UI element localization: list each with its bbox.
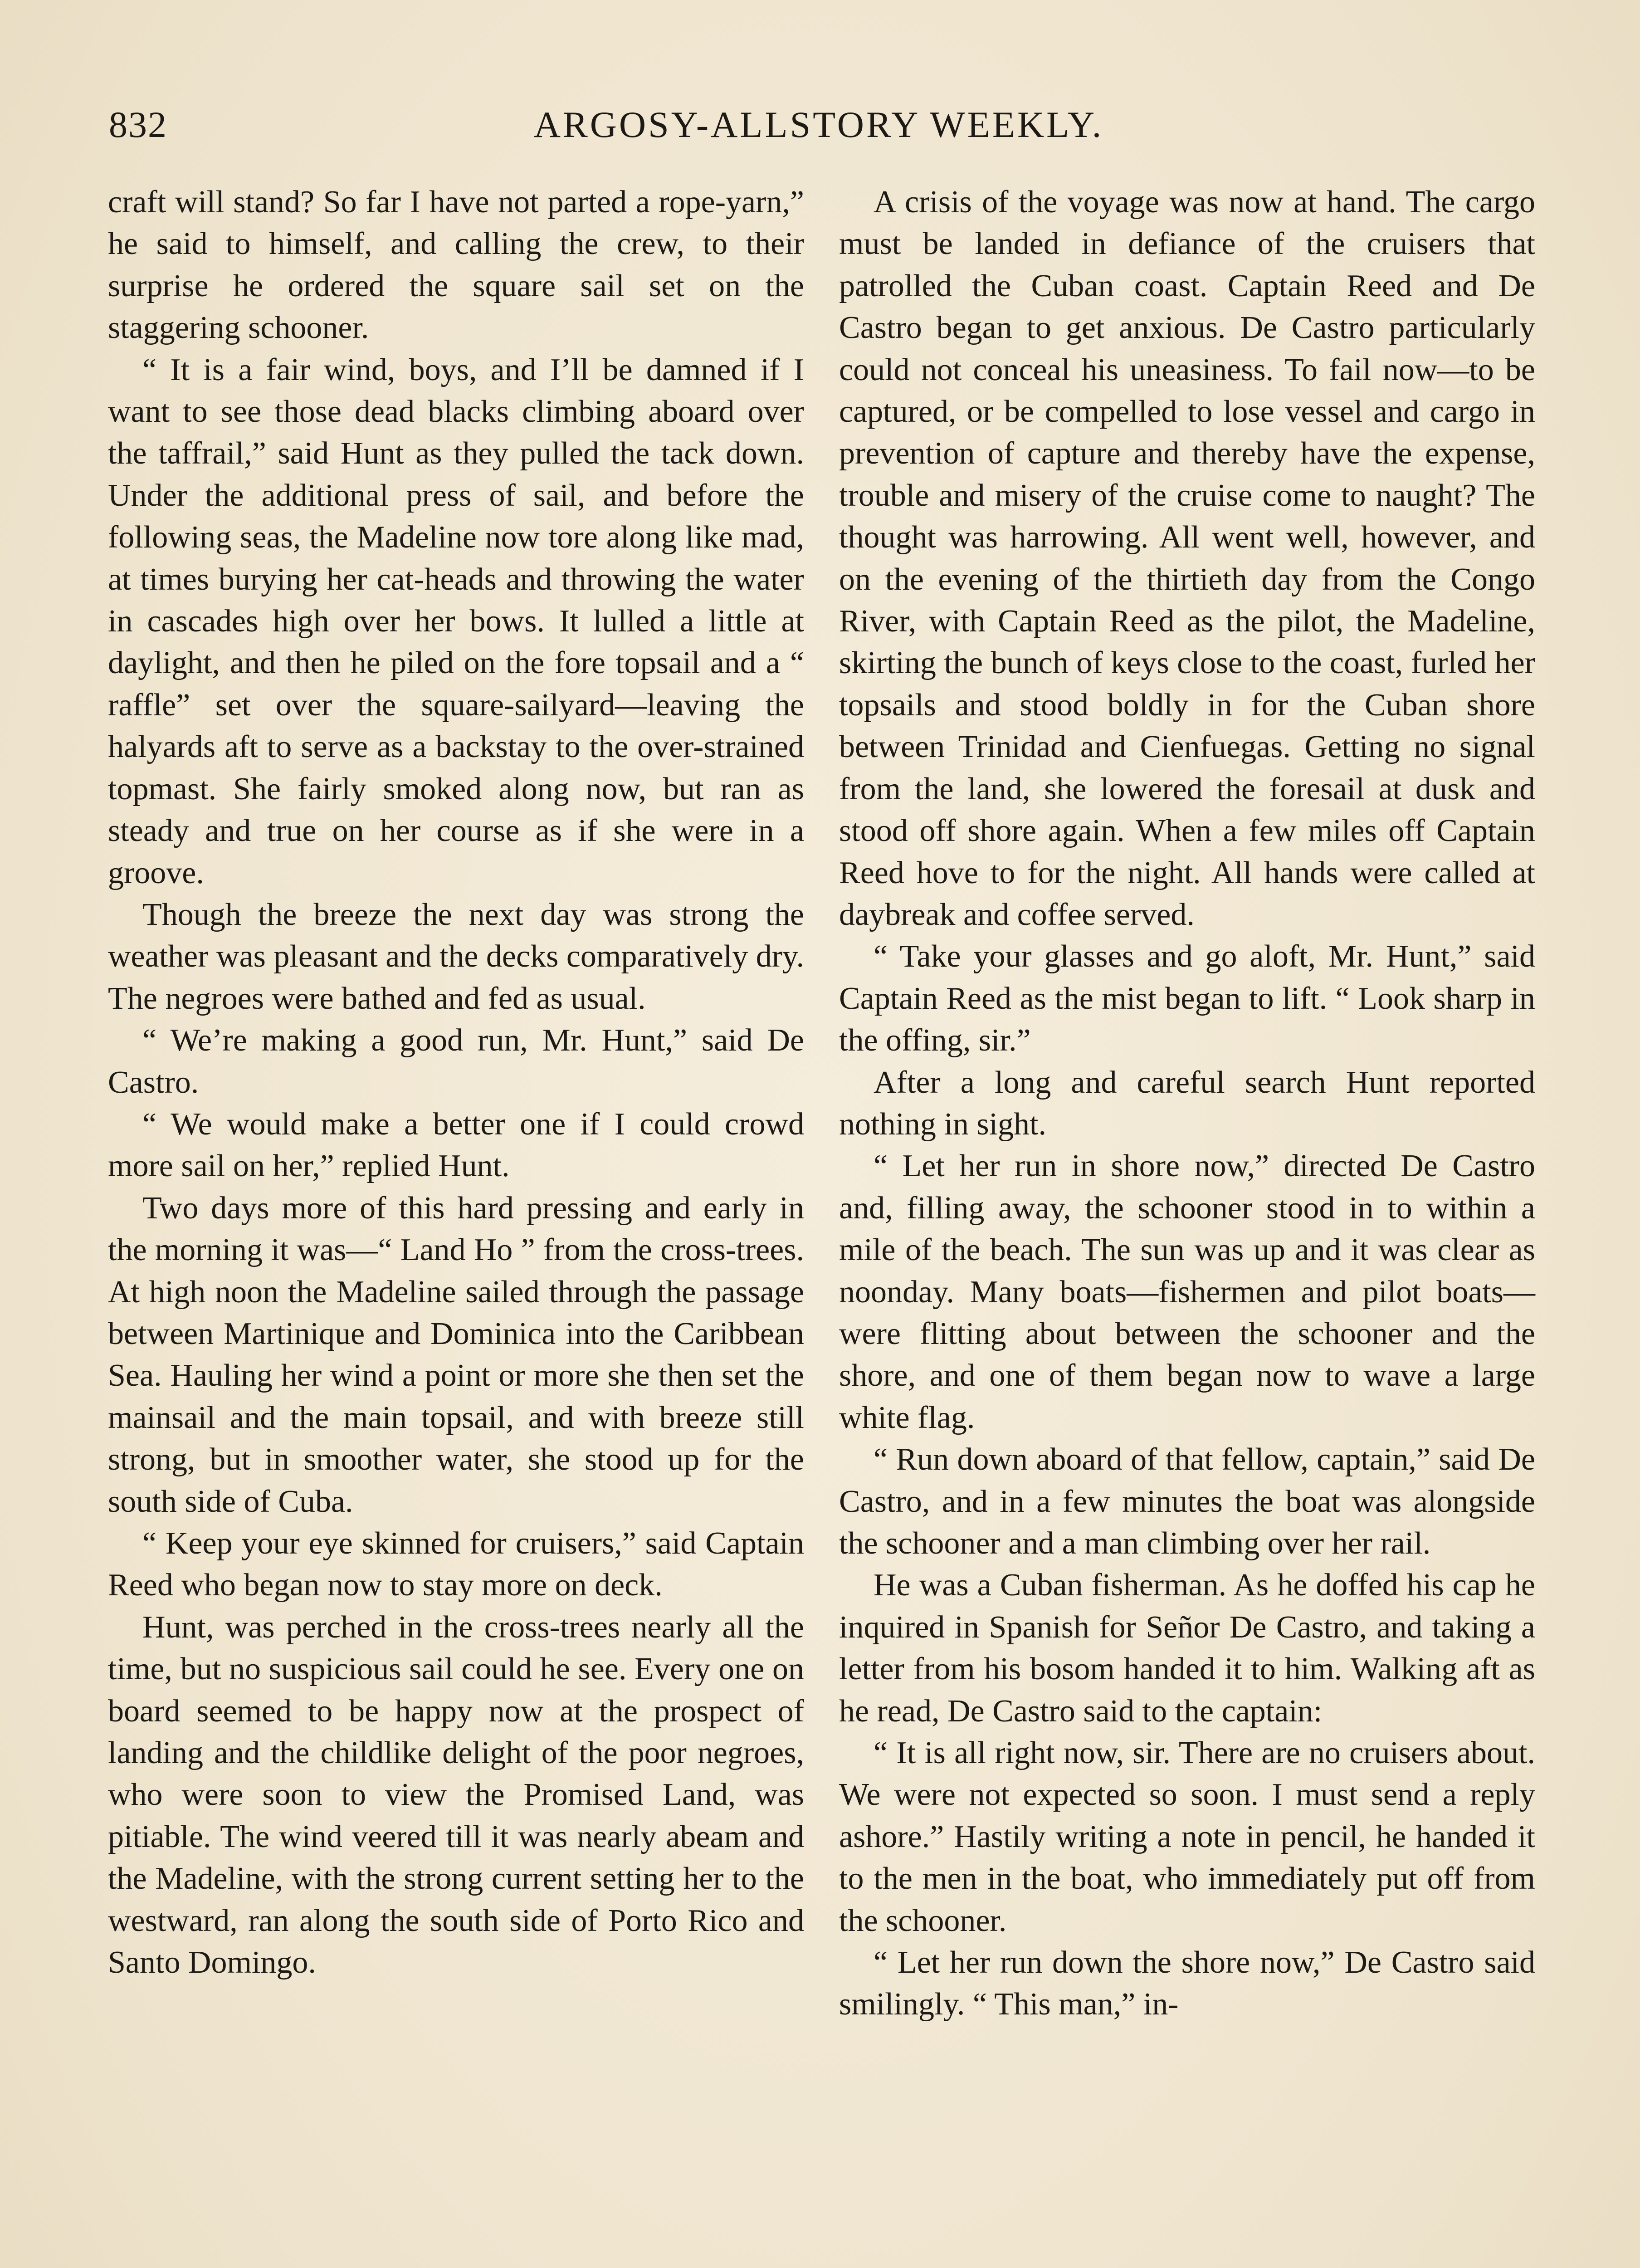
paragraph: “ It is a fair wind, boys, and I’ll be damned if I want to see those dead blacks climbing aboard over the taffrail,” said Hunt as they pulled the tack down. Under the additional press of sail, and before the following seas, the Madeline now tore along like mad, at times burying her cat-heads and throwing the water in cascades high over her bows. It lulled a little at daylight, and then he piled on the fore topsail and a “ raffle” set over the square-sailyard—leaving the halyards aft to serve as a backstay to the over-strained topmast. She fairly smoked along now, but ran as steady and true on her course as if she were in a groove. (108, 352, 804, 890)
paragraph: “ It is all right now, sir. There are no cruisers about. We were not expected so soon. I must send a reply ashore.” Hastily writing a note in pencil, he handed it to the men in the boat, who immediately put off from the schooner. (839, 1735, 1535, 1938)
running-head: ARGOSY-ALLSTORY WEEKLY. (533, 104, 1104, 145)
paragraph: “ Let her run in shore now,” directed De Castro and, filling away, the schooner stood in to within a mile of the beach. The sun was up and it was clear as noonday. Many boats—fishermen and pilot boats—were flitting about between the schooner and the shore, and one of them began now to wave a large white flag. (839, 1149, 1535, 1435)
paragraph: “ We would make a better one if I could crowd more sail on her,” replied Hunt. (108, 1106, 804, 1184)
page-header (109, 103, 1528, 153)
page-number: 832 (109, 104, 167, 145)
left-column (108, 181, 804, 1984)
right-column (839, 181, 1535, 2026)
paragraph: He was a Cuban fisherman. As he doffed his cap he inquired in Spanish for Señor De Castro, and taking a letter from his bosom handed it to him. Walking aft as he read, De Castro said to the captain: (839, 1568, 1535, 1729)
paragraph: “ Keep your eye skinned for cruisers,” said Captain Reed who began now to stay more on deck. (108, 1526, 804, 1603)
paragraph: After a long and careful search Hunt reported nothing in sight. (839, 1065, 1535, 1142)
paragraph: Though the breeze the next day was strong the weather was pleasant and the decks comparatively dry. The negroes were bathed and fed as usual. (108, 897, 804, 1016)
paragraph: craft will stand? So far I have not parted a rope-yarn,” he said to himself, and calling the crew, to their surprise he ordered the square sail set on the staggering schooner. (108, 185, 804, 346)
paragraph: A crisis of the voyage was now at hand. The cargo must be landed in defiance of the cruisers that patrolled the Cuban coast. Captain Reed and De Castro began to get anxious. De Castro particularly could not conceal his uneasiness. To fail now—to be captured, or be compelled to lose vessel and cargo in prevention of capture and thereby have the expense, trouble and misery of the cruise come to naught? The thought was harrowing. All went well, however, and on the evening of the thirtieth day from the Congo River, with Captain Reed as the pilot, the Madeline, skirting the bunch of keys close to the coast, furled her topsails and stood boldly in for the Cuban shore between Trinidad and Cienfuegas. Getting no signal from the land, she lowered the foresail at dusk and stood off shore again. When a few miles off Captain Reed hove to for the night. All hands were called at daybreak and coffee served. (839, 185, 1535, 932)
paragraph: Two days more of this hard pressing and early in the morning it was—“ Land Ho ” from the cross-trees. At high noon the Madeline sailed through the passage between Martinique and Dominica into the Caribbean Sea. Hauling her wind a point or more she then set the mainsail and the main topsail, and with breeze still strong, but in smoother water, she stood up for the south side of Cuba. (108, 1190, 804, 1519)
paragraph: “ Run down aboard of that fellow, captain,” said De Castro, and in a few minutes the boat was alongside the schooner and a man climbing over her rail. (839, 1442, 1535, 1561)
paragraph: “ Let her run down the shore now,” De Castro said smilingly. “ This man,” in- (839, 1945, 1535, 2022)
paragraph: “ Take your glasses and go aloft, Mr. Hunt,” said Captain Reed as the mist began to lift. “ Look sharp in the offing, sir.” (839, 939, 1535, 1058)
paragraph: Hunt, was perched in the cross-trees nearly all the time, but no suspicious sail could he see. Every one on board seemed to be happy now at the prospect of landing and the childlike delight of the poor negroes, who were soon to view the Promised Land, was pitiable. The wind veered till it was nearly abeam and the Madeline, with the strong current setting her to the westward, ran along the south side of Porto Rico and Santo Domingo. (108, 1609, 804, 1980)
paragraph: “ We’re making a good run, Mr. Hunt,” said De Castro. (108, 1023, 804, 1100)
